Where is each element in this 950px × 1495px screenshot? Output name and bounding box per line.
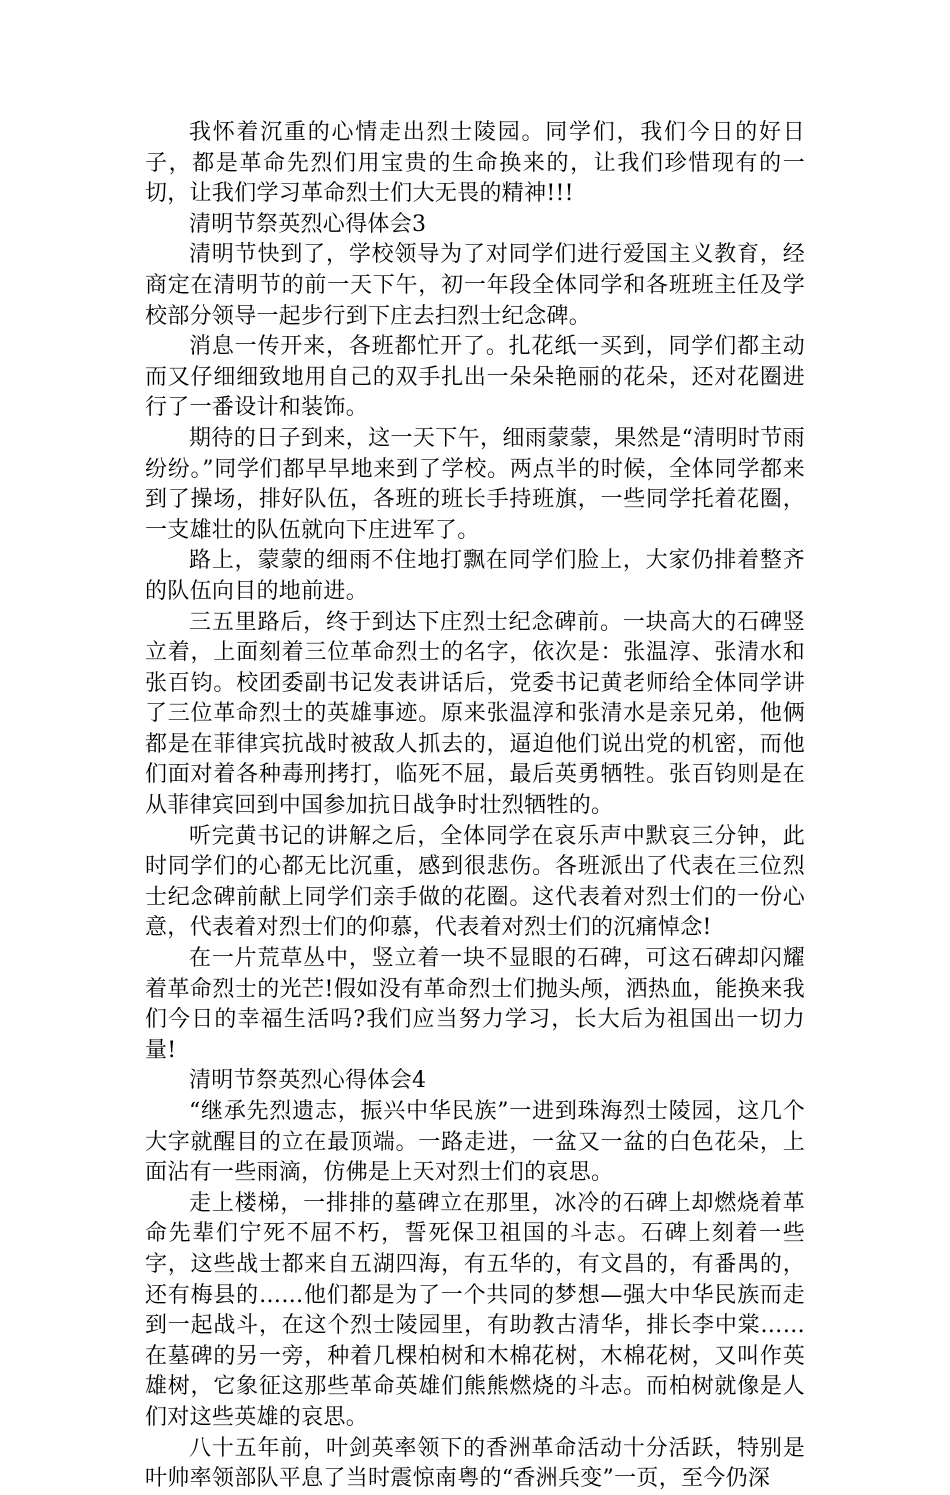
body-paragraph: 路上，蒙蒙的细雨不住地打飘在同学们脸上，大家仍排着整齐的队伍向目的地前进。 — [145, 548, 805, 604]
section-heading: 清明节祭英烈心得体会3 — [189, 211, 427, 237]
body-paragraph: 走上楼梯，一排排的墓碑立在那里，冰冷的石碑上却燃烧着革命先辈们宁死不屈不朽，誓死保卫祖国的斗志。石碑上刻着一些字，这些战士都来自五湖四海，有五华的，有文昌的，有番禺的，还有梅县的……他们都是为了一个共同的梦想—强大中华民族而走到一起战斗，在这个烈士陵园里，有助教古清华，排长李中棠……在墓碑的另一旁，种着几棵柏树和木棉花树，木棉花树，又叫作英雄树，它象征这那些革命英雄们熊熊燃烧的斗志。而柏树就像是人们对这些英雄的哀思。 — [145, 1190, 805, 1430]
body-paragraph: 听完黄书记的讲解之后，全体同学在哀乐声中默哀三分钟，此时同学们的心都无比沉重，感到很悲伤。各班派出了代表在三位烈士纪念碑前献上同学们亲手做的花圈。这代表着对烈士们的一份心意，代表着对烈士们的仰慕，代表着对烈士们的沉痛悼念! — [145, 823, 805, 941]
body-paragraph: “继承先烈遗志，振兴中华民族”一进到珠海烈士陵园，这几个大字就醒目的立在最顶端。一路走进，一盆又一盆的白色花朵，上面沾有一些雨滴，仿佛是上天对烈士们的哀思。 — [145, 1099, 805, 1186]
body-paragraph: 三五里路后，终于到达下庄烈士纪念碑前。一块高大的石碑竖立着，上面刻着三位革命烈士的名字，依次是：张温淳、张清水和张百钧。校团委副书记发表讲话后，党委书记黄老师给全体同学讲了三位革命烈士的英雄事迹。原来张温淳和张清水是亲兄弟，他俩都是在菲律宾抗战时被敌人抓去的，逼迫他们说出党的机密，而他们面对着各种毒刑拷打，临死不屈，最后英勇牺牲。张百钧则是在从菲律宾回到中国参加抗日战争时壮烈牺牲的。 — [145, 609, 805, 819]
document-page — [145, 118, 805, 1495]
body-paragraph: 消息一传开来，各班都忙开了。扎花纸一买到，同学们都主动而又仔细细致地用自己的双手扎出一朵朵艳丽的花朵，还对花圈进行了一番设计和装饰。 — [145, 334, 805, 421]
body-paragraph: 在一片荒草丛中，竖立着一块不显眼的石碑，可这石碑却闪耀着革命烈士的光芒!假如没有革命烈士们抛头颅，洒热血，能换来我们今日的幸福生活吗?我们应当努力学习，长大后为祖国出一切力量! — [145, 946, 805, 1063]
body-paragraph: 我怀着沉重的心情走出烈士陵园。同学们，我们今日的好日子，都是革命先烈们用宝贵的生命换来的，让我们珍惜现有的一切，让我们学习革命烈士们大无畏的精神!!! — [145, 120, 805, 207]
body-paragraph: 八十五年前，叶剑英率领下的香洲革命活动十分活跃，特别是叶帅率领部队平息了当时震惊南粤的“香洲兵变”一页，至今仍深 — [145, 1435, 805, 1492]
section-heading: 清明节祭英烈心得体会4 — [189, 1068, 427, 1094]
body-paragraph: 期待的日子到来，这一天下午，细雨蒙蒙，果然是“清明时节雨纷纷。”同学们都早早地来到了学校。两点半的时候，全体同学都来到了操场，排好队伍，各班的班长手持班旗，一些同学托着花圈，一支雄壮的队伍就向下庄进军了。 — [145, 425, 805, 543]
body-paragraph: 清明节快到了，学校领导为了对同学们进行爱国主义教育，经商定在清明节的前一天下午，初一年段全体同学和各班班主任及学校部分领导一起步行到下庄去扫烈士纪念碑。 — [145, 242, 805, 329]
